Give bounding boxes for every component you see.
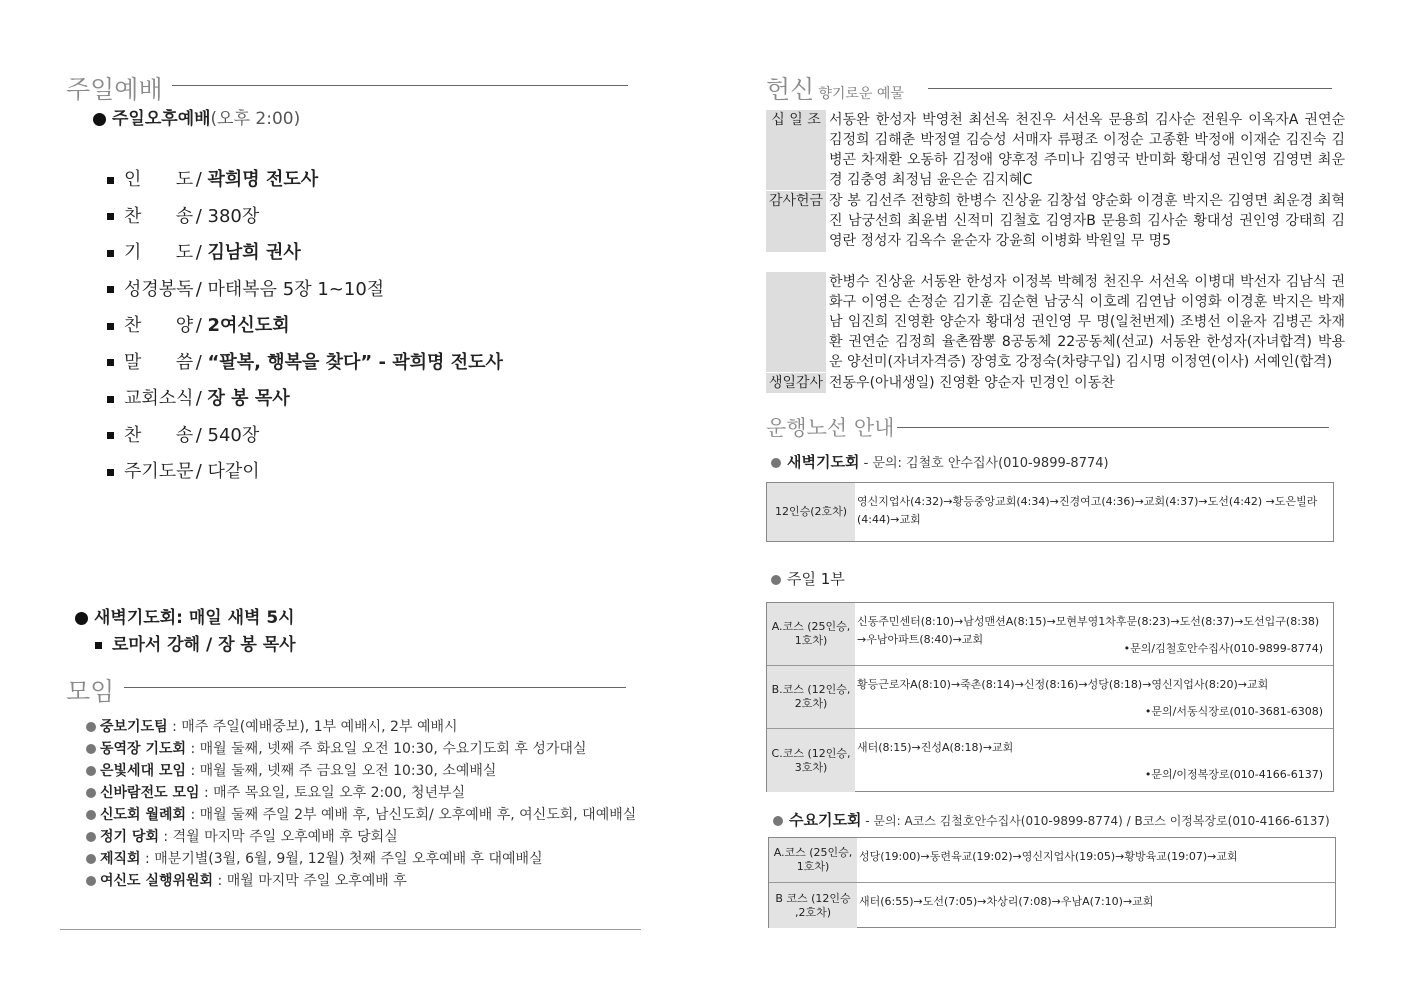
worship-item-value: 마태복음 5장 1~10절	[207, 278, 385, 300]
route-stops: 새터(6:55)→도선(7:05)→차상리(7:08)→우남A(7:10)→교회	[859, 895, 1154, 908]
divider	[928, 88, 1332, 89]
section-title-routes: 운행노선 안내	[766, 416, 895, 440]
offering-names: 서동완 한성자 박영천 최선옥 천진우 서선옥 문용희 김사순 전원우 이옥자A 권연순 김정희 김해춘 박정열 김승성 서매자 류평조 이정순 고종환 박정애 이재순 김진숙 김병곤 차재환 오동하 김정애 양후정 주미나 김영국 반미화 황대성 권인영 김영면 최운경 김충영 최정님 윤은순 김지혜C	[829, 112, 1345, 188]
worship-item-value: 장 봉 목사	[207, 388, 290, 409]
bullet-icon	[86, 832, 96, 842]
bullet-icon	[771, 458, 781, 468]
route-contact: •문의/이정복장로(010-4166-6137)	[1144, 768, 1323, 781]
route-row	[767, 729, 1333, 792]
worship-item	[107, 238, 301, 264]
worship-item-value: 540장	[207, 424, 260, 446]
divider	[897, 427, 1329, 428]
meeting-name: 정기 당회	[100, 829, 159, 845]
dawn-prayer-sub-text: 로마서 강해 / 장 봉 목사	[112, 635, 296, 655]
worship-item	[107, 457, 260, 483]
bullet-icon	[86, 766, 96, 776]
section-title-meeting: 모임	[66, 677, 115, 706]
meeting-name: 은빛세대 모임	[100, 763, 187, 779]
separator: /	[190, 242, 208, 263]
dawn-route-note: - 문의: 김철호 안수집사(010-9899-8774)	[859, 456, 1109, 471]
worship-item-label: 성경봉독	[124, 278, 194, 300]
bullet-icon	[75, 612, 88, 625]
route-row	[767, 603, 1333, 666]
bullet-icon	[86, 854, 96, 864]
divider	[124, 687, 626, 688]
worship-item	[107, 202, 259, 228]
offering-names: 한병수 진상윤 서동완 한성자 이정복 박혜정 천진우 서선옥 이병대 박선자 김남식 권화구 이영은 손정순 김기훈 김순현 남궁식 이호례 김연남 이영화 이경훈 박지은 박재남 임진희 진영환 양순자 황대성 권인영 무 명(일천번제) 조병선 이윤자 김병곤 차재환 권연순 김정희 율촌짬뽕 8공동체 22공동체(선교) 서동완 한성자(자녀합격) 박용운 양선미(자녀자격증) 장영호 강정숙(차량구입) 김시명 이정연(이사) 서예인(합격)	[829, 274, 1345, 370]
meeting-item	[86, 804, 636, 824]
section-title-offering	[766, 70, 904, 106]
dawn-prayer-heading	[75, 603, 295, 628]
route-car: A.코스 (25인승, 1호차)	[767, 603, 855, 665]
meeting-item	[86, 760, 496, 780]
dawn-route-heading	[771, 451, 1109, 472]
bullet-icon	[86, 788, 96, 798]
service-time: (오후 2:00)	[210, 109, 301, 129]
worship-item-label: 말 씀	[124, 351, 194, 373]
worship-item	[107, 311, 290, 337]
worship-item-value: 380장	[207, 205, 260, 227]
worship-item-value: “팔복, 행복을 찾다” - 곽희명 전도사	[207, 351, 503, 373]
dawn-prayer-sub	[95, 630, 296, 655]
bullet-icon	[771, 575, 781, 585]
route-stops: 새터(8:15)→진성A(8:18)→교회	[857, 741, 1014, 754]
offering-label: 십 일 조	[766, 110, 826, 190]
dawn-prayer-title: 새벽기도회: 매일 새벽 5시	[94, 608, 295, 628]
route-stops: 신동주민센터(8:10)→남성맨션A(8:15)→모현부영1차후문(8:23)→도선(8:37)→도선입구(8:38) →우남아파트(8:40)→교회	[857, 615, 1320, 646]
route-contact: •문의/김철호안수집사(010-9899-8774)	[1123, 642, 1323, 655]
bullet-icon	[86, 876, 96, 886]
meeting-item	[86, 848, 543, 868]
sunday-route-heading	[771, 568, 845, 589]
section-title-sunday-worship: 주일예배	[66, 75, 163, 104]
square-bullet-icon	[107, 213, 114, 220]
square-bullet-icon	[107, 469, 114, 476]
worship-item	[107, 384, 290, 410]
offering-names: 전동우(아내생일) 진영환 양순자 민경인 이동찬	[829, 375, 1115, 391]
meeting-name: 동역장 기도회	[100, 741, 187, 757]
meeting-item	[86, 716, 458, 736]
offering-names: 장 봉 김선주 전향희 한병수 진상윤 김창섭 양순화 이경훈 박지은 김영면 최운경 최혁진 남궁선희 최윤범 신적미 김철호 김영자B 문용희 김사순 황대성 권인영 강태희 김영란 정성자 김옥수 윤순자 강윤희 이병화 박원일 무 명5	[829, 193, 1345, 249]
separator: /	[190, 461, 208, 482]
worship-item-label: 기 도	[124, 242, 194, 263]
meeting-desc: : 매주 주일(예배중보), 1부 예배시, 2부 예배시	[167, 719, 458, 735]
route-car: B.코스 (12인승, 2호차)	[767, 666, 855, 728]
separator: /	[190, 205, 208, 227]
meeting-desc: : 격월 마지막 주일 오후예배 후 당회실	[158, 829, 398, 845]
route-contact: •문의/서동식장로(010-3681-6308)	[1144, 705, 1323, 718]
bullet-icon	[93, 113, 106, 126]
square-bullet-icon	[107, 396, 114, 403]
route-car: A.코스 (25인승, 1호차)	[769, 838, 857, 882]
route-stops: 영신지업사(4:32)→황등중앙교회(4:34)→진경여고(4:36)→교회(4:37)→도선(4:42) →도은빌라(4:44)→교회	[857, 495, 1318, 526]
route-car: C.코스 (12인승, 3호차)	[767, 729, 855, 792]
separator: /	[190, 278, 208, 300]
worship-item-value: 다같이	[207, 461, 260, 482]
worship-item-value: 곽희명 전도사	[207, 169, 319, 190]
offering-label: 감사헌금	[766, 191, 826, 252]
worship-item-label: 인 도	[124, 169, 194, 190]
worship-item-label: 찬 송	[124, 424, 194, 446]
bottom-divider	[60, 929, 641, 930]
wednesday-route-note: - 문의: A코스 김철호안수집사(010-9899-8774) / B코스 이정복장로(010-4166-6137)	[861, 814, 1330, 828]
meeting-name: 제직회	[100, 851, 141, 867]
wednesday-route-table	[768, 837, 1336, 928]
meeting-desc: : 매분기별(3월, 6월, 9월, 12월) 첫째 주일 오후예배 후 대예배실	[140, 851, 543, 867]
service-name: 주일오후예배	[112, 109, 211, 129]
service-heading	[93, 104, 300, 129]
route-row	[769, 883, 1335, 928]
route-stops: 황등근로자A(8:10)→죽촌(8:14)→신정(8:16)→성당(8:18)→영신지업사(8:20)→교회	[857, 678, 1269, 691]
meeting-name: 여신도 실행위원회	[100, 873, 214, 889]
square-bullet-icon	[107, 286, 114, 293]
square-bullet-icon	[107, 432, 114, 439]
offering-label	[766, 272, 826, 372]
square-bullet-icon	[95, 642, 102, 649]
meeting-item	[86, 870, 407, 890]
meeting-item	[86, 826, 398, 846]
separator: /	[190, 388, 208, 409]
route-stops: 성당(19:00)→동련육교(19:02)→영신지업사(19:05)→황방육교(19:07)→교회	[859, 850, 1238, 863]
separator: /	[190, 351, 208, 373]
route-car: B 코스 (12인승 ,2호차)	[769, 883, 857, 928]
offering-label: 생일감사	[766, 373, 826, 393]
meeting-desc: : 매월 둘째, 넷째 주 금요일 오전 10:30, 소예배실	[186, 763, 497, 779]
bullet-icon	[86, 722, 96, 732]
dawn-route-name: 새벽기도회	[787, 453, 860, 471]
separator: /	[190, 169, 208, 190]
square-bullet-icon	[107, 323, 114, 330]
meeting-item	[86, 738, 586, 758]
route-row	[767, 483, 1333, 541]
worship-item-label: 교회소식	[124, 388, 194, 409]
worship-item-label: 찬 양	[124, 315, 194, 336]
offering-title: 헌신	[766, 75, 815, 104]
worship-item	[107, 421, 259, 447]
meeting-desc: : 매주 목요일, 토요일 오후 2:00, 청년부실	[199, 785, 466, 801]
worship-item-label: 주기도문	[124, 461, 194, 482]
sunday-route-table	[766, 602, 1334, 792]
meeting-name: 중보기도팀	[100, 719, 168, 735]
separator: /	[190, 315, 208, 336]
square-bullet-icon	[107, 250, 114, 257]
wednesday-route-name: 수요기도회	[789, 811, 862, 829]
route-row	[769, 838, 1335, 883]
bullet-icon	[86, 744, 96, 754]
square-bullet-icon	[107, 177, 114, 184]
sunday-route-name: 주일 1부	[787, 570, 845, 588]
separator: /	[190, 424, 208, 446]
worship-item	[107, 165, 318, 191]
meeting-name: 신도회 월례회	[100, 807, 187, 823]
route-car: 12인승(2호차)	[767, 483, 855, 541]
offering-subtitle: 향기로운 예물	[818, 86, 904, 102]
divider	[172, 85, 628, 86]
worship-item	[107, 275, 384, 301]
worship-item-value: 2여신도회	[207, 315, 290, 336]
route-row	[767, 666, 1333, 729]
meeting-desc: : 매월 둘째, 넷째 주 화요일 오전 10:30, 수요기도회 후 성가대실	[186, 741, 587, 757]
bullet-icon	[773, 816, 783, 826]
wednesday-route-heading	[773, 809, 1330, 830]
meeting-item	[86, 782, 465, 802]
worship-item-label: 찬 송	[124, 205, 194, 227]
meeting-desc: : 매월 마지막 주일 오후예배 후	[213, 873, 407, 889]
dawn-route-table	[766, 482, 1334, 542]
worship-item-value: 김남희 권사	[207, 242, 301, 263]
meeting-desc: : 매월 둘째 주일 2부 예배 후, 남신도회/ 오후예배 후, 여신도회, 대예배실	[186, 807, 637, 823]
bullet-icon	[86, 810, 96, 820]
meeting-name: 신바람전도 모임	[100, 785, 200, 801]
square-bullet-icon	[107, 359, 114, 366]
worship-item	[107, 348, 503, 374]
